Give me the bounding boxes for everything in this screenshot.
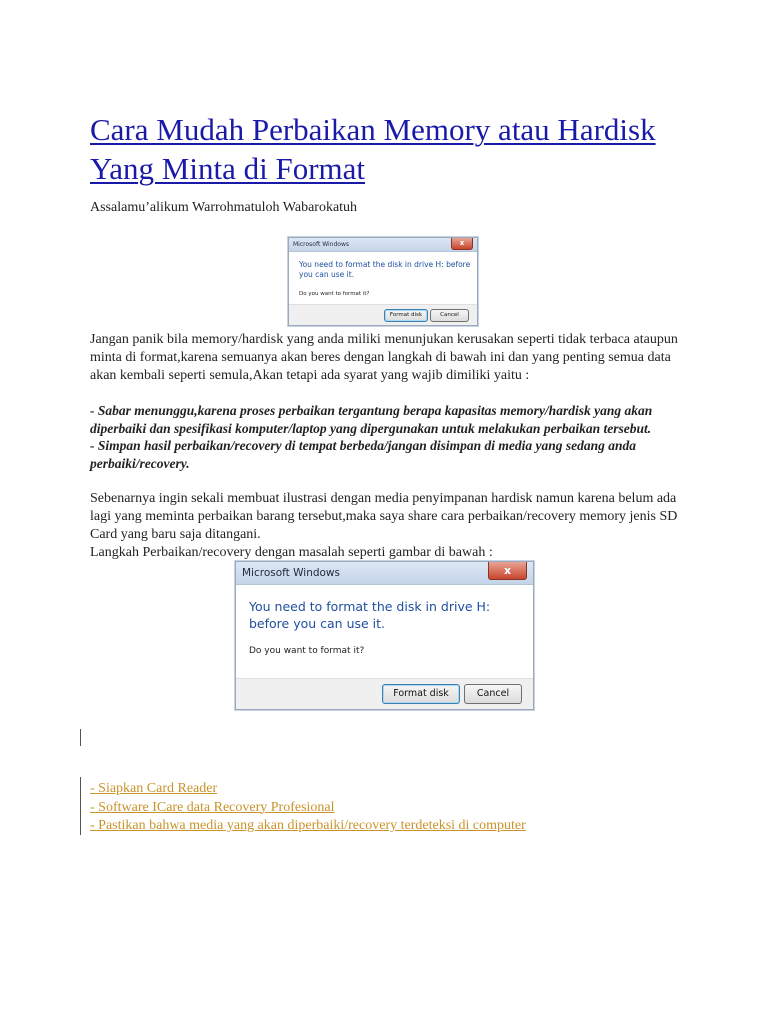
text-cursor — [80, 729, 81, 746]
dialog-title: Microsoft Windows — [242, 567, 340, 579]
dialog-footer — [289, 304, 477, 325]
dialog-question: Do you want to format it? — [249, 646, 365, 656]
dialog-title: Microsoft Windows — [293, 241, 349, 248]
close-icon: x — [451, 238, 473, 250]
link-media-detected[interactable]: - Pastikan bahwa media yang akan diperbaiki/recovery terdeteksi di computer — [90, 818, 526, 833]
link-list-rule — [80, 777, 81, 835]
dialog-message: You need to format the disk in drive H: before you can use it. — [299, 260, 471, 279]
greeting-text: Assalamu’alikum Warrohmatuloh Wabarokatuh — [90, 200, 358, 215]
dialog-titlebar — [236, 562, 533, 585]
requirement-item: - Sabar menunggu,karena proses perbaikan tergantung berapa kapasitas memory/hardisk yang akan diperbaiki dan spesifikasi komputer/laptop yang dipergunakan untuk melakukan perbaikan tersebut. — [90, 403, 653, 436]
intro-paragraph: Jangan panik bila memory/hardisk yang anda miliki menunjukan kerusakan seperti tidak terbaca ataupun minta di format,karena semuanya akan beres dengan langkah di bawah ini dan yang penting semua data akan kembali seperti semula,Akan tetapi ada syarat yang wajib dimiliki yaitu : — [90, 332, 678, 383]
format-dialog-image-large — [235, 561, 534, 710]
dialog-message: You need to format the disk in drive H: before you can use it. — [249, 599, 491, 631]
format-dialog-image-small — [288, 237, 478, 326]
cancel-button: Cancel — [430, 309, 469, 322]
dialog-footer — [236, 678, 533, 709]
steps-link-list — [90, 780, 680, 836]
close-icon: x — [488, 562, 527, 580]
requirements-list — [90, 402, 680, 472]
article-title[interactable]: Cara Mudah Perbaikan Memory atau Hardisk Yang Minta di Format — [90, 112, 656, 186]
steps-intro-paragraph: Langkah Perbaikan/recovery dengan masalah seperti gambar di bawah : — [90, 545, 493, 560]
explanation-paragraph: Sebenarnya ingin sekali membuat ilustrasi dengan media penyimpanan hardisk namun karena belum ada lagi yang meminta perbaikan barang tersebut,maka saya share cara perbaikan/recovery memory jenis SD Card yang baru saja ditangani. — [90, 491, 678, 542]
link-icare-software[interactable]: - Software ICare data Recovery Profesional — [90, 799, 335, 815]
body-paragraphs — [90, 490, 680, 562]
dialog-titlebar — [289, 238, 477, 252]
dialog-question: Do you want to format it? — [299, 291, 370, 297]
requirement-item: - Simpan hasil perbaikan/recovery di tempat berbeda/jangan disimpan di media yang sedang anda perbaiki/recovery. — [90, 438, 637, 471]
cancel-button: Cancel — [464, 684, 522, 704]
link-card-reader[interactable]: - Siapkan Card Reader — [90, 781, 218, 796]
format-disk-button: Format disk — [382, 684, 460, 704]
format-disk-button: Format disk — [384, 309, 428, 322]
